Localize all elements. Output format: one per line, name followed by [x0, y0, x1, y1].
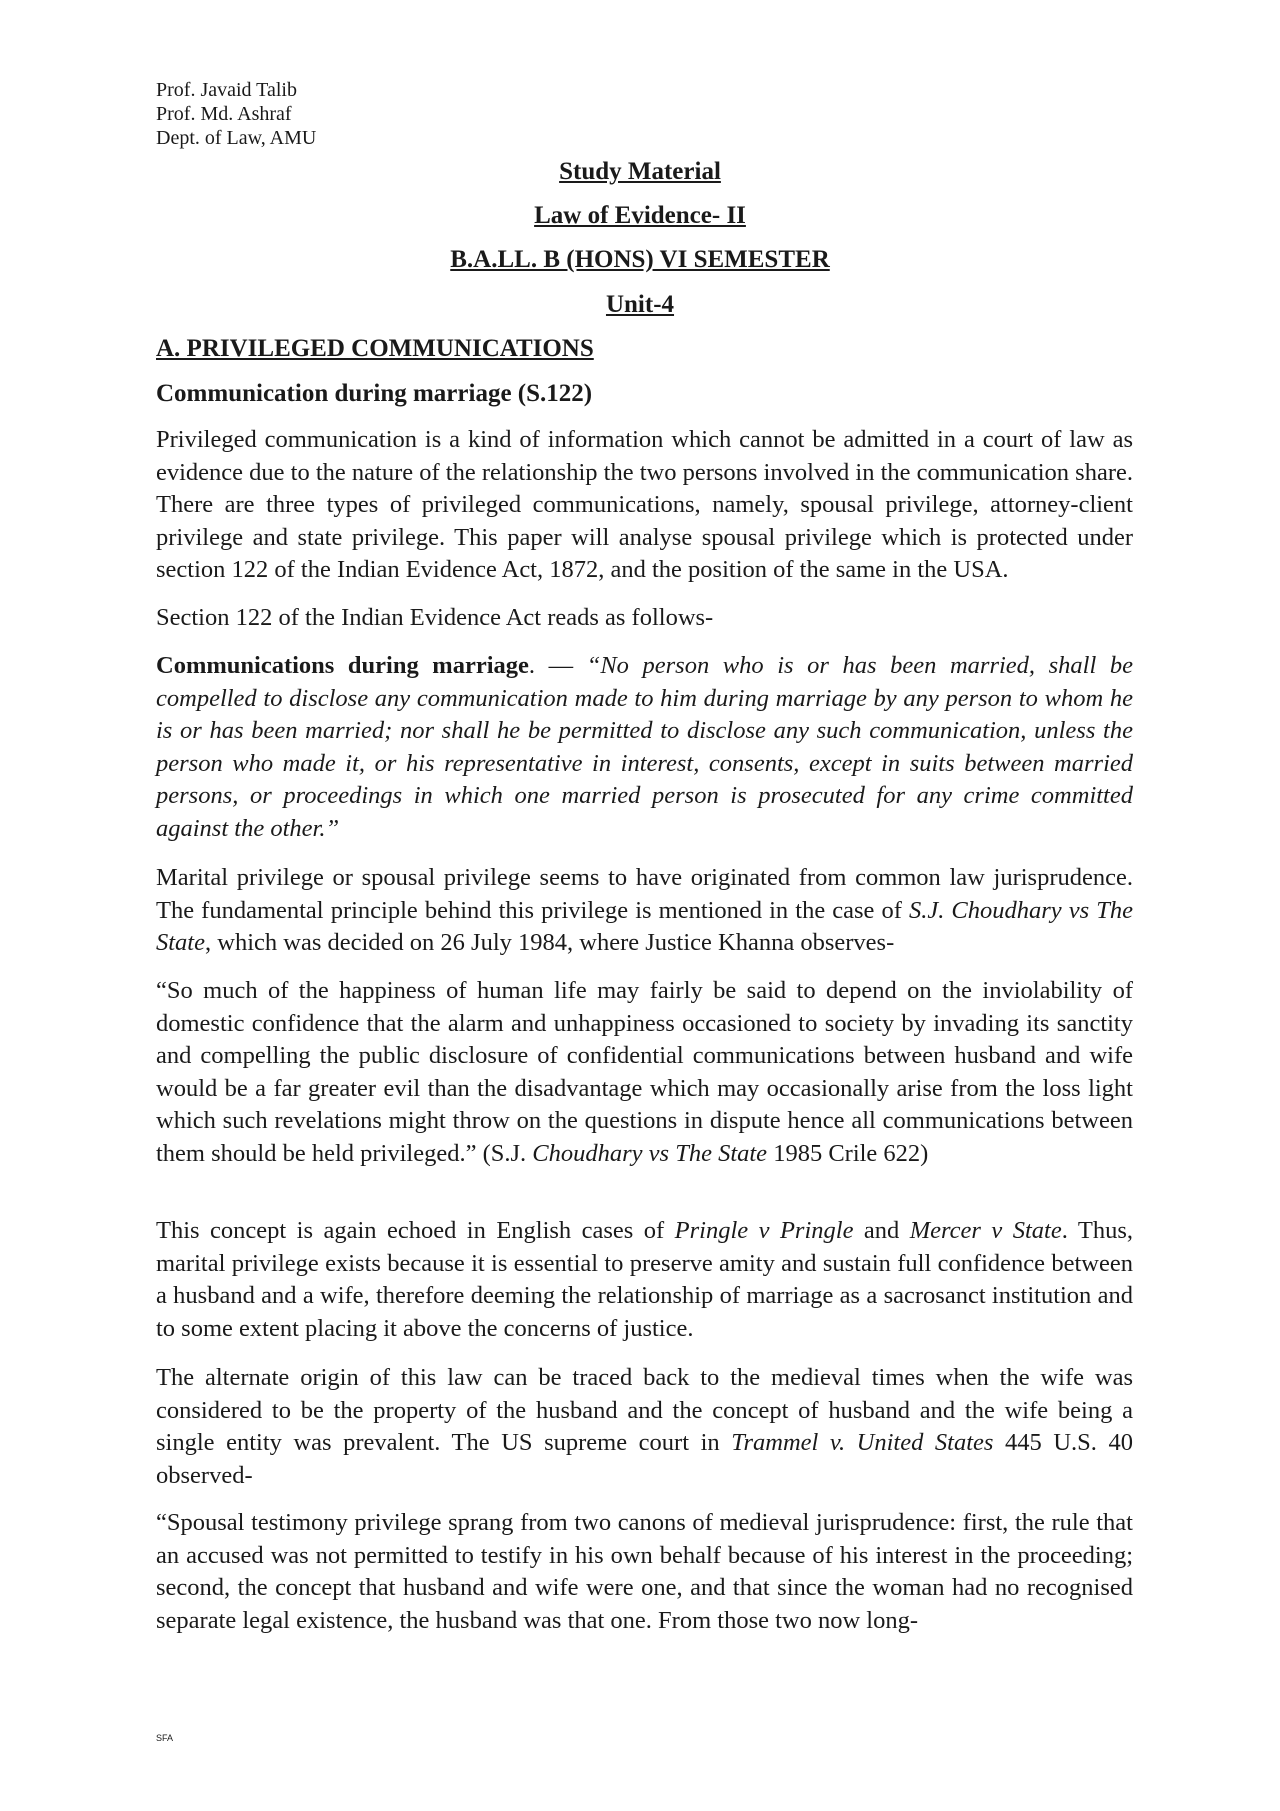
statute-text: “No person who is or has been married, shall be compelled to disclose any communication made to him during marriage by any person to whom he is or has been married; nor shall he be permitted to disclose any such communication, unless the person who made it, or his representative in interest, consents, except in suits between married persons, or proceedings in which one married person is prosecuted for any crime committed against the other.” [156, 652, 1134, 842]
case-name-trammel: Trammel v. United States [731, 1429, 994, 1456]
paragraph-6-and: and [853, 1217, 910, 1244]
section-subtitle: Communication during marriage (S.122) [156, 380, 593, 407]
doc-subject: Law of Evidence- II [534, 202, 746, 229]
author-line-3: Dept. of Law, AMU [156, 127, 317, 149]
paragraph-6-text-a: This concept is again echoed in English cases of [156, 1217, 675, 1244]
case-name-choudhary: S.J. Choudhary vs The State [156, 896, 1133, 956]
paragraph-4 [156, 862, 1133, 960]
paragraph-8-text: “Spousal testimony privilege sprang from two canons of medieval jurisprudence: first, the rule that an accused was not permitted to testify in his own behalf because of his interest in the proceeding; second, the concept that husband and wife were one, and that since the woman had no recognised separate legal existence, the husband was that one. From those two now long- [156, 1509, 1133, 1634]
paragraph-7 [156, 1362, 1133, 1492]
paragraph-5-text-a: “So much of the happiness of human life may fairly be said to depend on the inviolability of domestic confidence that the alarm and unhappiness occasioned to society by invading its sanctity and compelling the public disclosure of confidential communications between husband and wife would be a far greater evil than the disadvantage which may occasionally arise from the loss light which such revelations might throw on the questions in dispute hence all communications between them should be held privileged.” (S.J. [156, 977, 1133, 1167]
doc-course: B.A.LL. B (HONS) VI SEMESTER [450, 246, 830, 273]
paragraph-6 [156, 1215, 1133, 1345]
statute-heading: Communications during marriage [156, 652, 529, 679]
author-block [156, 78, 316, 150]
paragraph-4-text-b: , which was decided on 26 July 1984, where Justice Khanna observes- [205, 929, 895, 956]
case-name-pringle: Pringle v Pringle [674, 1217, 854, 1244]
statute-quote [156, 650, 1133, 845]
author-line-1: Prof. Javaid Talib [156, 79, 297, 101]
section-title: A. PRIVILEGED COMMUNICATIONS [156, 335, 594, 362]
statute-separator: . — [528, 652, 587, 679]
author-line-2: Prof. Md. Ashraf [156, 103, 292, 125]
paragraph-8 [156, 1507, 1133, 1637]
paragraph-4-text-a: Marital privilege or spousal privilege seems to have originated from common law jurisprudence. The fundamental principle behind this privilege is mentioned in the case of [156, 864, 1133, 924]
doc-title: Study Material [559, 158, 721, 185]
paragraph-7-text-b: 445 U.S. 40 observed- [156, 1429, 1133, 1489]
paragraph-1-text: Privileged communication is a kind of information which cannot be admitted in a court of law as evidence due to the nature of the relationship the two persons involved in the communication share. There are three types of privileged communications, namely, spousal privilege, attorney-client privilege and state privilege. This paper will analyse spousal privilege which is protected under section 122 of the Indian Evidence Act, 1872, and the position of the same in the USA. [156, 426, 1133, 583]
doc-unit: Unit-4 [605, 291, 675, 318]
paragraph-5 [156, 975, 1133, 1170]
case-name-mercer: Mercer v State [909, 1217, 1062, 1244]
paragraph-7-text-a: The alternate origin of this law can be traced back to the medieval times when the wife was considered to be the property of the husband and the concept of husband and the wife being a single entity was prevalent. The US supreme court in [156, 1364, 1133, 1456]
paragraph-6-text-b: . Thus, marital privilege exists because it is essential to preserve amity and sustain full confidence between a husband and a wife, therefore deeming the relationship of marriage as a sacrosanct institution and to some extent placing it above the concerns of justice. [156, 1217, 1134, 1342]
case-name-choudhary-citation: Choudhary vs The State [532, 1139, 768, 1167]
paragraph-1 [156, 424, 1133, 587]
paragraph-2 [156, 602, 1133, 635]
paragraph-2-text: Section 122 of the Indian Evidence Act reads as follows- [156, 604, 714, 631]
paragraph-5-text-b: 1985 Crile 622) [767, 1139, 929, 1167]
footer-mark: SFA [156, 1733, 174, 1743]
